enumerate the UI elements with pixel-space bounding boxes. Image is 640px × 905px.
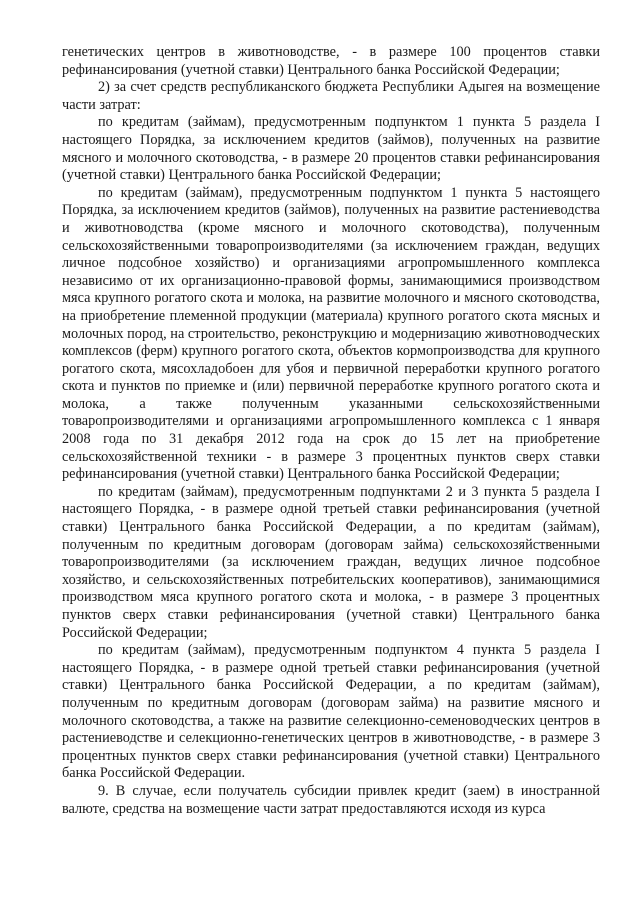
document-page [62,44,600,818]
paragraph-subpoint-2: по кредитам (займам), предусмотренным подпунктом 1 пункта 5 настоящего Порядка, за исключением кредитов (займов), полученных на развитие растениеводства и животноводства (кроме мясного и молочного скотоводства), полученным сельскохозяйственными товаропроизводителями (за исключением граждан, ведущих личное подсобное хозяйство) и организациями агропромышленного комплекса независимо от их организационно-правовой формы, занимающимися производством мяса крупного рогатого скота и молока, на развитие молочного и мясного скотоводства, на приобретение племенной продукции (материала) крупного рогатого скота мясных и молочных пород, на строительство, реконструкцию и модернизацию животноводческих комплексов (ферм) крупного рогатого скота, объектов кормопроизводства для крупного рогатого скота, мясохладобоен для убоя и первичной переработки крупного рогатого скота и пунктов по приемке и (или) первичной переработке крупного рогатого скота и молока, а также полученным указанными сельскохозяйственными товаропроизводителями и организациями агропромышленного комплекса с 1 января 2008 года по 31 декабря 2012 года на срок до 15 лет на приобретение сельскохозяйственной техники - в размере 3 процентных пунктов сверх ставки рефинансирования (учетной ставки) Центрального банка Российской Федерации; [62,184,600,483]
paragraph-section-9: 9. В случае, если получатель субсидии привлек кредит (заем) в иностранной валюте, средства на возмещение части затрат предоставляются исходя из курса [62,782,600,817]
paragraph-item-2: 2) за счет средств республиканского бюджета Республики Адыгея на возмещение части затрат: [62,79,600,113]
paragraph-continuation: генетических центров в животноводстве, - в размере 100 процентов ставки рефинансирования (учетной ставки) Центрального банка Российской Федерации; [62,44,600,78]
paragraph-subpoint-4: по кредитам (займам), предусмотренным подпунктом 4 пункта 5 раздела I настоящего Порядка, - в размере одной третьей ставки рефинансирования (учетной ставки) Центрального банка Российской Федерации, а по кредитам (займам), полученным по кредитным договорам (договорам займа) на развитие мясного и молочного скотоводства, а также на развитие селекционно-семеноводческих центров в растениеводстве и селекционно-генетических центров в животноводстве, - в размере 3 процентных пунктов сверх ставки рефинансирования (учетной ставки) Центрального банка Российской Федерации. [62,642,600,782]
paragraph-subpoint-1: по кредитам (займам), предусмотренным подпунктом 1 пункта 5 раздела I настоящего Порядка, за исключением кредитов (займов), полученных на развитие мясного и молочного скотоводства, - в размере 20 процентов ставки рефинансирования (учетной ставки) Центрального банка Российской Федерации; [62,114,600,184]
paragraph-subpoint-3: по кредитам (займам), предусмотренным подпунктами 2 и 3 пункта 5 раздела I настоящего Порядка, - в размере одной третьей ставки рефинансирования (учетной ставки) Центрального банка Российской Федерации, а по кредитам (займам), полученным по кредитным договорам (договорам займа) сельскохозяйственными товаропроизводителями (за исключением граждан, ведущих личное подсобное хозяйство, и сельскохозяйственных потребительских кооперативов), занимающимися производством мяса крупного рогатого скота и молока, - в размере 3 процентных пунктов сверх ставки рефинансирования (учетной ставки) Центрального банка Российской Федерации; [62,483,600,641]
